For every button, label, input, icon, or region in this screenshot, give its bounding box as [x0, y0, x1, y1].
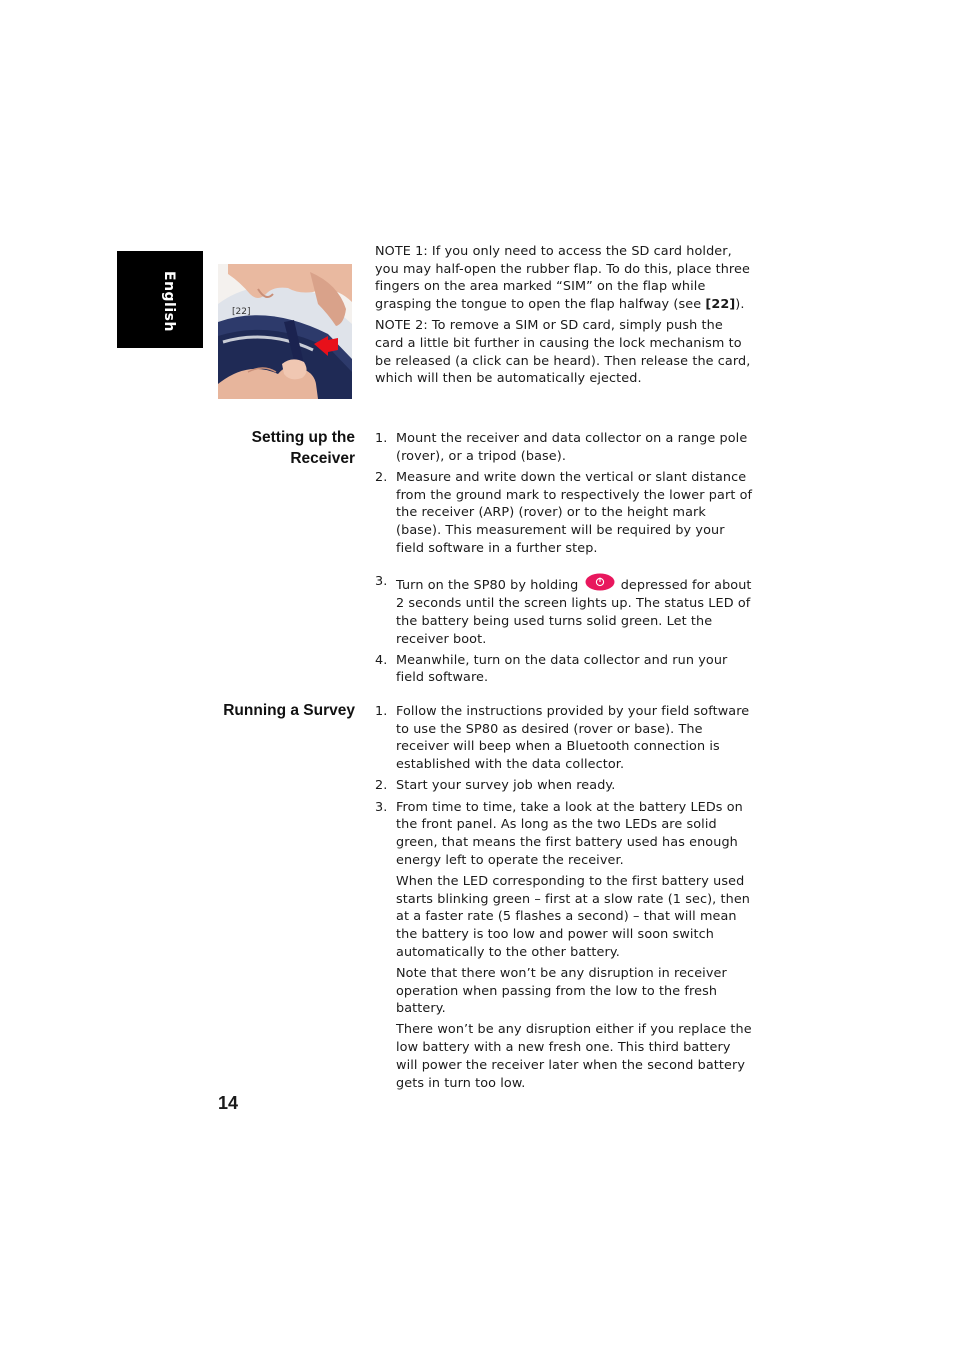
- list-item: 1. Mount the receiver and data collector on a range pole (rover), or a tripod (base).: [375, 431, 748, 464]
- page-number: 14: [218, 1093, 239, 1113]
- list-item: 3. From time to time, take a look at the battery LEDs on the front panel. As long as the two LEDs are solid green, that means the first battery used has enough energy left to operate the receiver. When the LED corresponding to the first battery used starts blinking green – first at a slow rate (1 sec), then at a faster rate (5 flashes a second) – that will mean the battery is too low and power will soon switch automatically to the other battery. Note that there won’t be any disruption in receiver operation when passing from the low to the fresh battery. There won’t be any disruption either if you replace the low battery with a new fresh one. This third battery will power the receiver later when the second battery gets in turn too low.: [375, 799, 752, 1091]
- language-tab-label: English: [161, 271, 177, 332]
- notes-block: [375, 243, 755, 392]
- list-item: 4. Meanwhile, turn on the data collector and run your field software.: [375, 652, 728, 686]
- list-item: 1. Follow the instructions provided by your field software to use the SP80 as desired (rover or base). The receiver will beep when a Bluetooth connection is established with the data collector.: [375, 704, 750, 773]
- list-item: 2. Start your survey job when ready.: [375, 778, 616, 794]
- language-tab: [117, 251, 203, 348]
- figure-reference: [22]: [705, 297, 736, 313]
- list-item: 2. Measure and write down the vertical or slant distance from the ground mark to respectively the lower part of the receiver (ARP) (rover) or to the height mark (base). This measurement will be required by your field software in a further step.: [375, 469, 753, 556]
- power-button-icon: [585, 573, 615, 591]
- note-1: NOTE 1: If you only need to access the SD card holder, you may half-open the rubber flap. To do this, place three fingers on the area marked “SIM” on the flap while grasping the tongue to open the flap halfway (see [22]).: [375, 244, 750, 313]
- list-item: 3. Turn on the SP80 by holding depressed for about 2 seconds until the screen lights up. The status LED of the battery being used turns solid green. Let the receiver boot.: [375, 574, 752, 647]
- figure-label: [22]: [232, 307, 251, 317]
- setup-heading: Setting up the Receiver: [251, 429, 355, 467]
- survey-steps: [375, 703, 755, 1096]
- note-2: NOTE 2: To remove a SIM or SD card, simply push the card a little bit further in causing the lock mechanism to be released (a click can be heard). Then release the card, which will then be automatically ejected.: [375, 318, 751, 387]
- survey-heading: Running a Survey: [223, 702, 355, 719]
- figure-22-photo: [218, 264, 352, 399]
- receiver-flap-illustration: [218, 264, 352, 399]
- setup-steps: [375, 430, 755, 691]
